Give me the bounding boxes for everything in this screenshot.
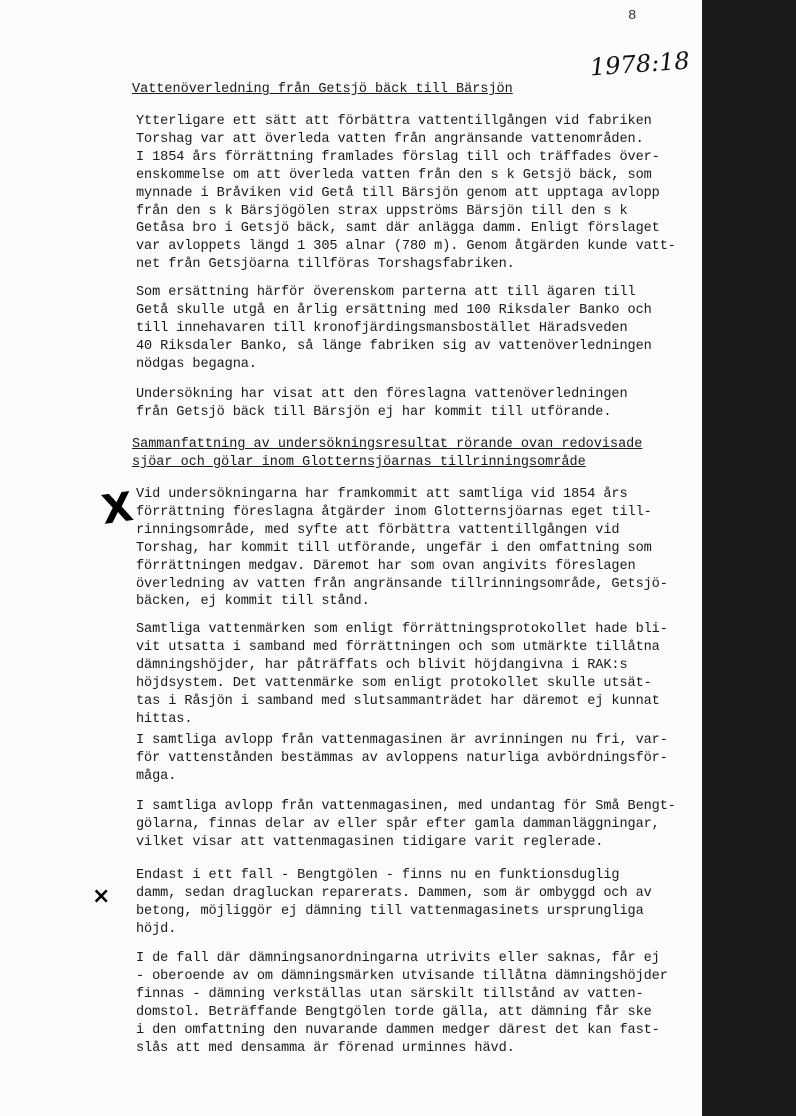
paragraph: Ytterligare ett sätt att förbättra vattentillgången vid fabriken Torshag var att överleda vatten från angränsande vattenområden. I 1854 års förrättning framlades förslag till och träffades över- enskommelse om att överleda vatten från den s k Getsjö bäck, som mynnade i Bråviken vid Getå till Bärsjön genom att upptaga avlopp från den s k Bärsjögölen strax uppströms Bärsjön till den s k Getåsa bro i Getsjö bäck, samt där anlägga damm. Enligt förslaget var avloppets längd 1 305 alnar (780 m). Genom åtgärden kunde vatt- net från Getsjöarna tillföras Torshagsfabriken. (136, 114, 676, 273)
section-heading-vattenoverledning: Vattenöverledning från Getsjö bäck till Bärsjön (132, 82, 513, 97)
scan-border (702, 0, 796, 1116)
section-heading-sammanfattning (132, 436, 672, 472)
paragraph: Som ersättning härför överenskom parterna att till ägaren till Getå skulle utgå en årlig ersättning med 100 Riksdaler Banko och till innehavaren till kronofjärdingsmansbostället Häradsveden 40 Riksdaler Banko, så länge fabriken sig av vattenöverledningen nödgas begagna. (136, 285, 652, 372)
paragraph: I samtliga avlopp från vattenmagasinen, med undantag för Små Bengt- gölarna, finnas delar av eller spår efter gamla dammanläggningar, vilket visar att vattenmagasinen tidigare varit reglerade. (136, 799, 676, 850)
margin-cross-mark-icon: × (92, 884, 111, 909)
paragraph: I samtliga avlopp från vattenmagasinen är avrinningen nu fri, var- för vattenstånden bestämmas av avloppens naturliga avbördningsför- måga. (136, 733, 668, 784)
margin-x-mark-icon: X (98, 484, 136, 534)
handwritten-date: 1978:18 (589, 46, 691, 82)
heading-line: sjöar och gölar inom Glotternsjöarnas tillrinningsområde (132, 455, 586, 470)
paragraph: I de fall där dämningsanordningarna utrivits eller saknas, får ej - oberoende av om dämningsmärken utvisande tillåtna dämningshöjder finnas - dämning verkställas utan särskilt tillstånd av vatten- domstol. Beträffande Bengtgölen torde gälla, att dämning får ske i den omfattning den nuvarande dammen medger därest det kan fast- slås att med densamma är förenad urminnes hävd. (136, 951, 668, 1056)
paragraph: Samtliga vattenmärken som enligt förrättningsprotokollet hade bli- vit utsatta i samband med förrättningen och som utmärkte tillåtna dämningshöjder, har påträffats och blivit höjdangivna i RAK:s höjdsystem. Det vattenmärke som enligt protokollet skulle utsät- tas i Råsjön i samband med slutsammanträdet har däremot ej kunnat hittas. (136, 622, 668, 727)
heading-line: Sammanfattning av undersökningsresultat rörande ovan redovisade (132, 437, 643, 452)
paragraph: Endast i ett fall - Bengtgölen - finns nu en funktionsduglig damm, sedan dragluckan reparerats. Dammen, som är ombyggd och av betong, möjliggör ej dämning till vattenmagasinets ursprungliga höjd. (136, 868, 652, 937)
paragraph: Undersökning har visat att den föreslagna vattenöverledningen från Getsjö bäck till Bärsjön ej har kommit till utförande. (136, 387, 628, 420)
paragraph: Vid undersökningarna har framkommit att samtliga vid 1854 års förrättning föreslagna åtgärder inom Glotternsjöarnas eget till- rinningsområde, med syfte att förbättra vattentillgången vid Torshag, har kommit till utförande, ungefär i den omfattning som förrättningen medgav. Däremot har som ovan angivits föreslagen överledning av vatten från angränsande tillrinningsområde, Getsjö- bäcken, ej kommit till stånd. (136, 487, 668, 610)
page-number: 8 (628, 8, 637, 24)
